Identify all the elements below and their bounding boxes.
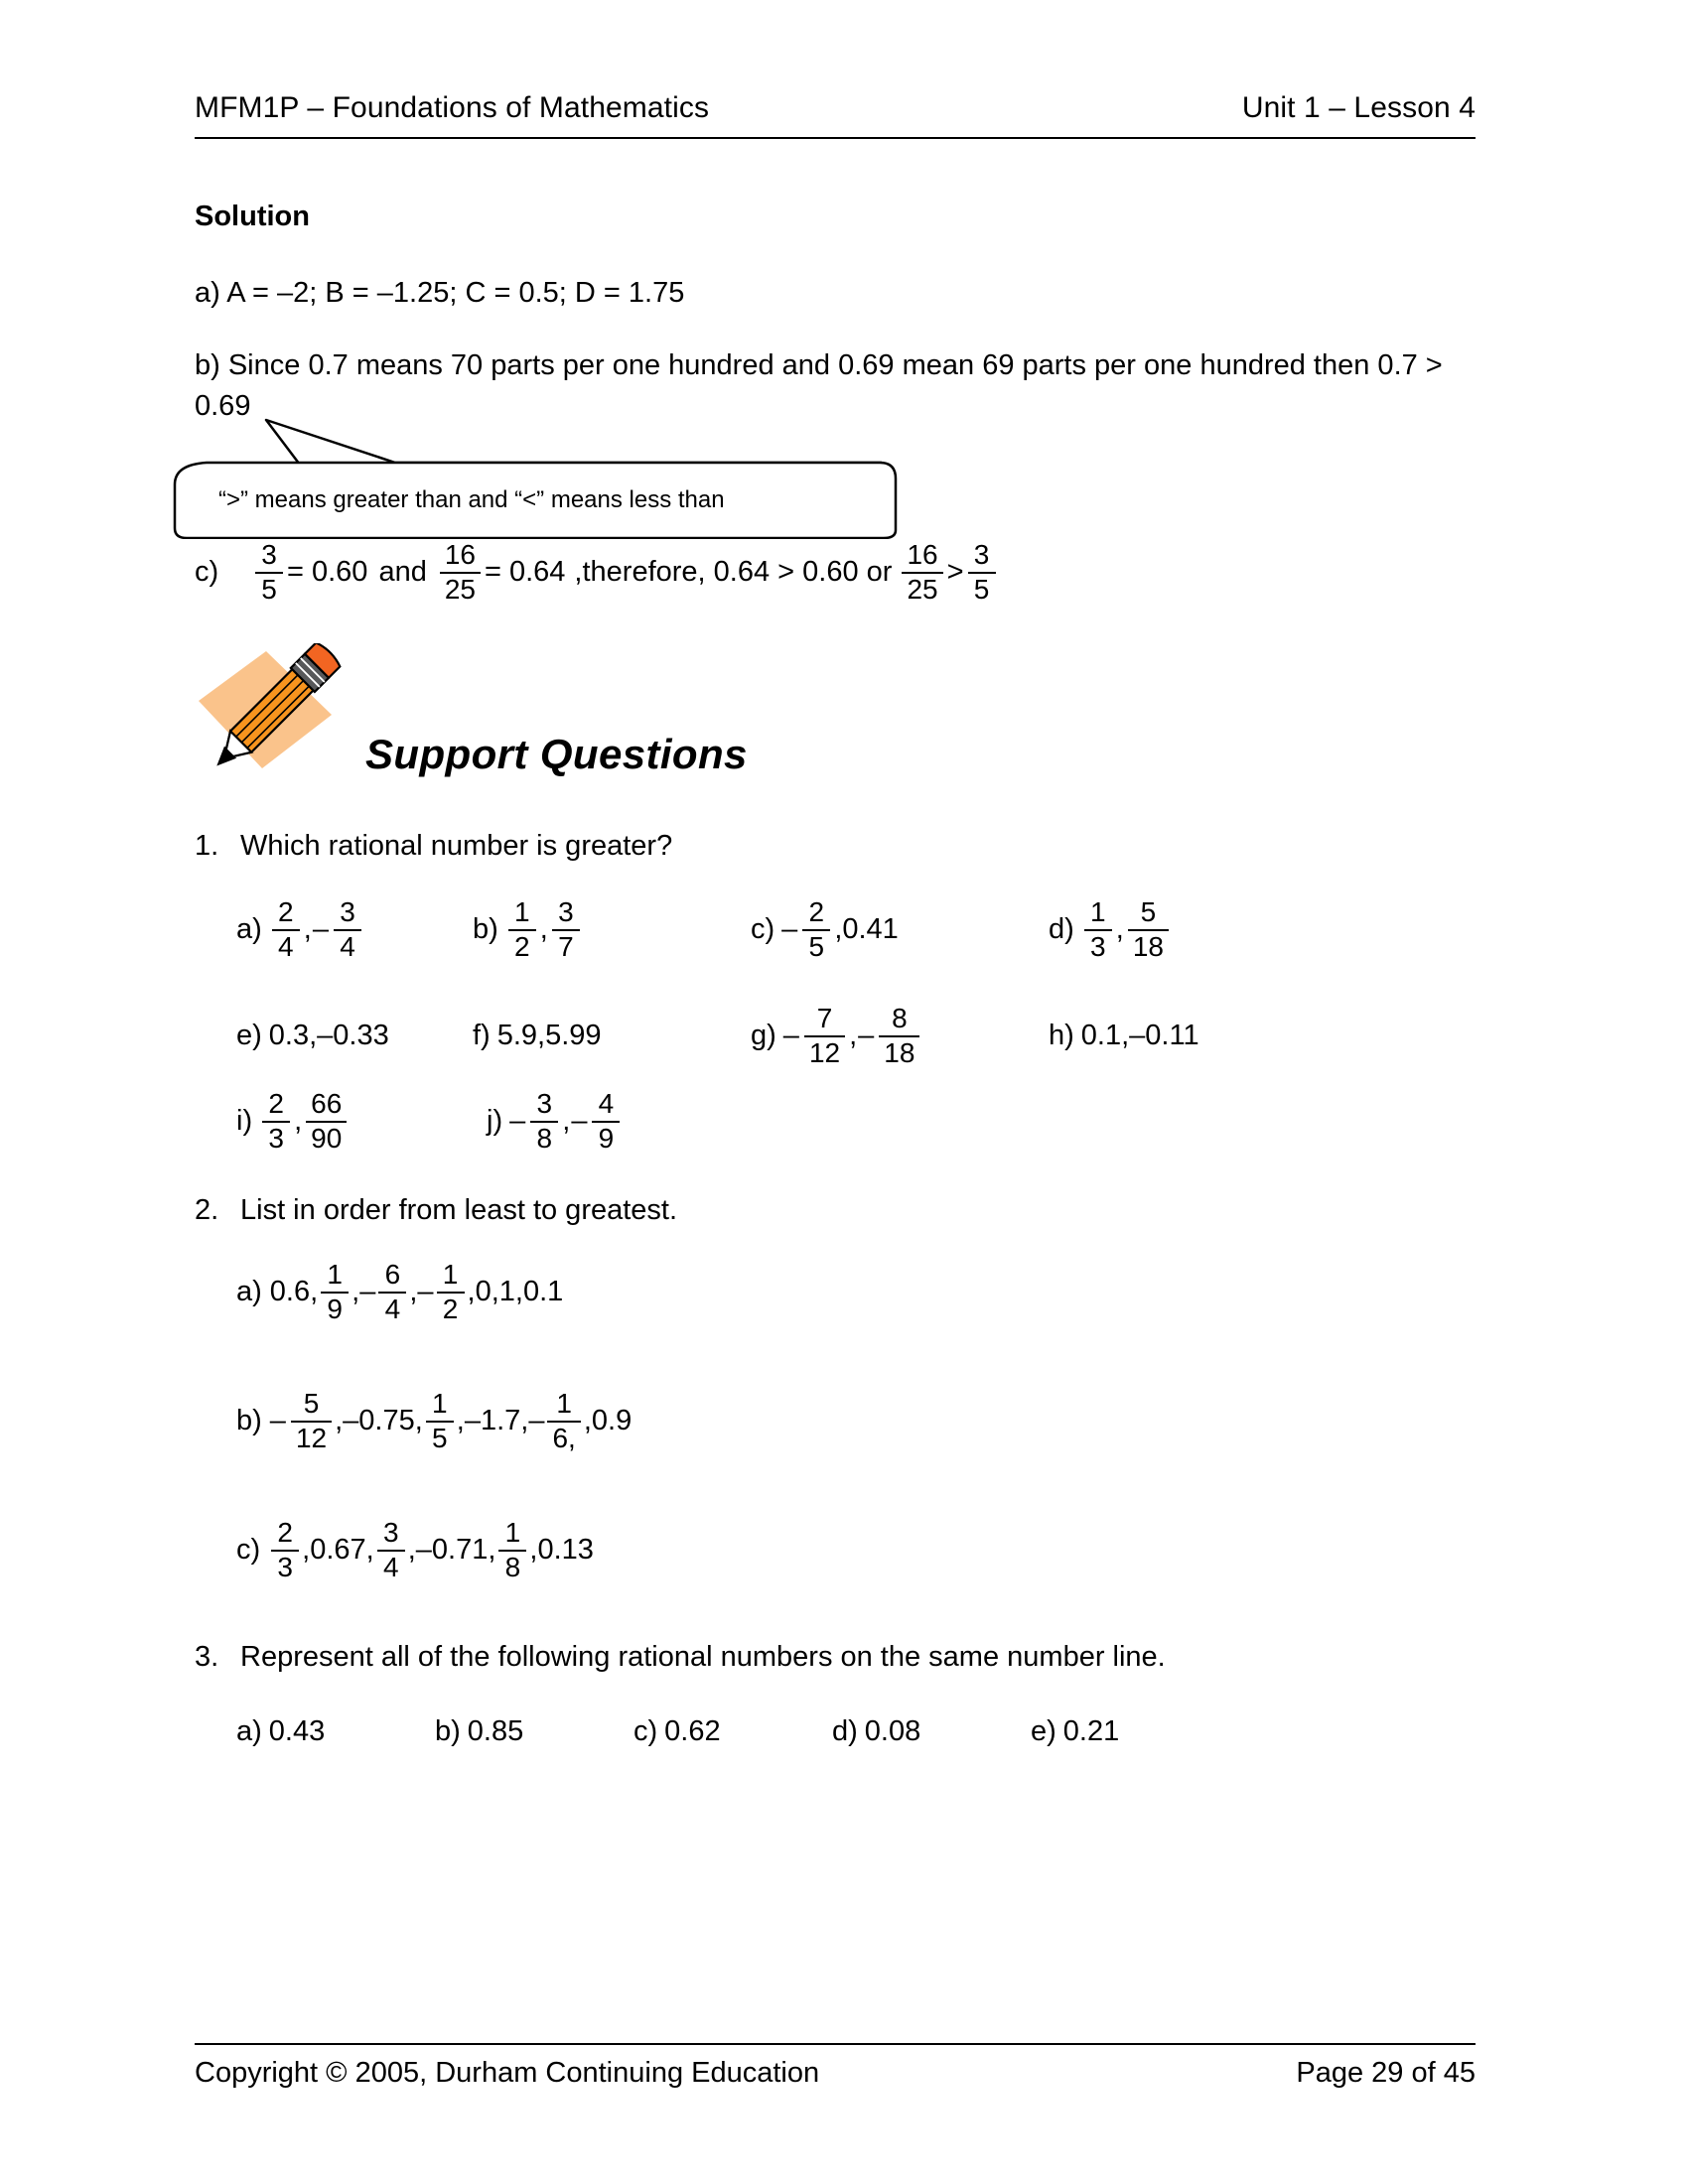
separator: ,– [352,1276,376,1308]
fraction-5-12 [291,1390,332,1452]
fraction-numerator: 1 [1090,896,1106,927]
page-footer [195,2057,1476,2090]
item-label: d) [1049,913,1074,946]
fraction-numerator: 8 [892,1003,908,1033]
q1-item-d [1049,898,1172,961]
q1-item-f [473,1020,751,1052]
question-2-item-b [236,1390,632,1452]
fraction-numerator: 2 [808,896,825,927]
question-2 [195,1194,677,1227]
fraction-3-8 [530,1090,558,1153]
q1-item-b [473,898,751,961]
header-divider [195,137,1476,139]
q1-item-g [751,1005,1049,1067]
item-value: 0.62 [664,1715,721,1747]
fraction-numerator: 2 [268,1088,284,1119]
fraction-denominator: 3 [1090,930,1106,962]
separator: ,– [409,1276,434,1308]
item-label: j) [487,1105,503,1138]
fraction-denominator: 8 [536,1122,553,1154]
item-label: h) [1049,1020,1074,1052]
separator: ,0.67, [302,1534,374,1567]
question-3-options [236,1715,1229,1748]
fraction-numerator: 1 [431,1388,448,1419]
fraction-1-6 [547,1390,580,1452]
item-label: c) [633,1715,658,1747]
fraction-numerator: 4 [598,1088,615,1119]
item-value: 5.9,5.99 [496,1020,602,1052]
question-3 [195,1641,1166,1674]
pencil-and-paper-icon [185,643,344,802]
item-value-tail: ,0.13 [529,1534,594,1567]
question-1-number: 1. [195,830,219,862]
fraction-1-2 [508,898,536,961]
comma-separator: , [1115,913,1124,946]
separator: ,–0.71, [407,1534,496,1567]
question-2-item-c [236,1519,594,1581]
support-questions-title: Support Questions [365,731,748,777]
item-label: g) [751,1020,776,1052]
fraction-denominator: 3 [277,1551,293,1582]
fraction-numerator: 66 [311,1088,343,1119]
solution-part-a: a) A = –2; B = –1.25; C = 0.5; D = 1.75 [195,277,685,309]
item-value: 0.08 [864,1715,921,1747]
fraction-denominator: 9 [598,1122,615,1154]
footer-divider [195,2043,1476,2045]
item-label: b) [236,1405,262,1437]
fraction-denominator: 5 [261,573,277,605]
item-label: b) [473,913,498,946]
question-1 [195,830,672,863]
item-label: a) [236,1276,262,1308]
separator: ,–1.7,– [456,1405,545,1437]
fraction-numerator: 3 [261,539,277,570]
fraction-denominator: 6, [552,1422,576,1453]
q1-item-a [236,898,473,961]
item-value-tail: ,0.9 [583,1405,633,1437]
q1-item-e [236,1020,473,1052]
item-value: 0.43 [268,1715,326,1747]
greater-than-sign: > [946,556,964,589]
fraction-numerator: 1 [442,1259,459,1290]
minus-sign: – [782,1020,799,1052]
fraction-denominator: 5 [808,930,825,962]
fraction-denominator: 4 [382,1551,399,1582]
q3-item-c [633,1715,832,1748]
question-2-number: 2. [195,1194,219,1226]
fraction-denominator: 18 [1132,930,1165,962]
fraction-denominator: 5 [973,573,990,605]
fraction-7-12 [804,1005,845,1067]
fraction-numerator: 1 [504,1517,521,1548]
item-value: 0.85 [467,1715,524,1747]
fraction-denominator: 25 [444,573,476,605]
fraction-denominator: 90 [311,1122,343,1154]
solution-part-c [195,541,999,604]
fraction-1-5 [426,1390,454,1452]
fraction-5-18 [1128,898,1169,961]
comma-separator: , [539,913,548,946]
item-label: a) [236,913,262,946]
fraction-denominator: 9 [327,1293,343,1324]
minus-sign: – [781,913,798,946]
fraction-numerator: 2 [277,1517,293,1548]
minus-sign: – [858,1020,875,1052]
question-2-text: List in order from least to greatest. [240,1194,678,1226]
fraction-3-5-compare [968,541,996,604]
therefore-statement: ,therefore, 0.64 > 0.60 or [574,556,893,589]
fraction-denominator: 4 [384,1293,401,1324]
q1-item-h [1049,1020,1199,1052]
minus-sign: – [509,1105,526,1138]
fraction-numerator: 1 [327,1259,343,1290]
callout-shape [167,415,902,539]
item-label: i) [236,1105,253,1138]
fraction-numerator: 1 [514,896,530,927]
comma-separator: , [562,1105,571,1138]
fraction-2-3 [262,1090,290,1153]
fraction-2-3 [271,1519,299,1581]
minus-sign: – [269,1405,286,1437]
question-3-text: Represent all of the following rational numbers on the same number line. [240,1641,1166,1673]
minus-sign: – [571,1105,588,1138]
header-course-title: MFM1P – Foundations of Mathematics [195,91,710,124]
solution-heading: Solution [195,201,310,232]
fraction-2-5 [802,898,830,961]
fraction-6-4 [378,1261,406,1323]
fraction-denominator: 25 [907,573,938,605]
item-label: e) [1031,1715,1056,1747]
fraction-numerator: 3 [382,1517,399,1548]
fraction-numerator: 1 [556,1388,572,1419]
fraction-1-3 [1084,898,1112,961]
fraction-numerator: 3 [558,896,574,927]
fraction-denominator: 3 [268,1122,284,1154]
fraction-3-5 [255,541,283,604]
fraction-denominator: 4 [278,930,294,962]
solution-part-b: b) Since 0.7 means 70 parts per one hundred and 0.69 mean 69 parts per one hundred then 0.7 > 0.69 [195,349,1443,423]
footer-copyright: Copyright © 2005, Durham Continuing Education [195,2057,820,2089]
question-1-row-1 [236,898,1468,961]
fraction-denominator: 7 [558,930,574,962]
fraction-denominator: 2 [442,1293,459,1324]
comma-separator: , [849,1020,858,1052]
question-1-row-3 [236,1090,931,1153]
fraction-denominator: 8 [504,1551,521,1582]
fraction-2-4 [272,898,300,961]
fraction-denominator: 4 [340,930,355,962]
q3-item-e [1031,1715,1229,1748]
page-header [195,91,1476,125]
conjunction-and: and [378,556,427,589]
q1-item-c [751,898,1049,961]
item-label: c) [236,1534,261,1567]
equals-064: = 0.64 [484,556,566,589]
question-1-row-2 [236,1005,1477,1067]
fraction-denominator: 12 [295,1422,328,1453]
fraction-denominator: 2 [514,930,530,962]
fraction-numerator: 2 [278,896,294,927]
fraction-numerator: 3 [340,896,355,927]
support-questions-banner [185,643,800,802]
q1-item-i [236,1090,487,1153]
fraction-numerator: 3 [536,1088,553,1119]
callout-text: “>” means greater than and “<” means less than [218,486,725,513]
item-value: 0.3,–0.33 [268,1020,389,1052]
q3-item-d [832,1715,1031,1748]
equals-060: = 0.60 [287,556,368,589]
fraction-1-2 [437,1261,465,1323]
item-value: 0.21 [1062,1715,1120,1747]
fraction-denominator: 18 [884,1036,915,1068]
item-label: a) [236,1715,262,1747]
fraction-4-9 [592,1090,620,1153]
fraction-3-7 [552,898,580,961]
fraction-3-4 [377,1519,405,1581]
fraction-numerator: 6 [384,1259,401,1290]
fraction-16-25-compare [902,541,942,604]
item-label: f) [473,1020,491,1052]
fraction-1-8 [498,1519,526,1581]
q3-item-b [435,1715,633,1748]
q1-item-j [487,1090,623,1153]
item-label: d) [832,1715,858,1747]
separator: ,–0.75, [335,1405,423,1437]
minus-sign: – [312,913,329,946]
item-label: c) [751,913,775,946]
fraction-numerator: 3 [973,539,990,570]
footer-page-number: Page 29 of 45 [1296,2057,1476,2089]
fraction-66-90 [306,1090,347,1153]
question-3-number: 3. [195,1641,219,1673]
item-value: 0.1,–0.11 [1080,1020,1199,1052]
comma-separator: , [294,1105,303,1138]
item-value: 0.6, [269,1276,319,1308]
fraction-16-25 [440,541,481,604]
fraction-numerator: 16 [444,539,476,570]
callout-balloon [167,415,902,539]
question-2-item-a [236,1261,563,1323]
fraction-3-4 [334,898,361,961]
fraction-numerator: 5 [1140,896,1157,927]
comma-separator: , [303,913,312,946]
solution-c-label: c) [195,556,219,589]
fraction-8-18 [879,1005,919,1067]
item-value-tail: ,0,1,0.1 [467,1276,564,1308]
q3-item-a [236,1715,435,1748]
fraction-numerator: 16 [907,539,938,570]
fraction-denominator: 12 [808,1036,841,1068]
decimal-value: ,0.41 [834,913,899,946]
item-label: e) [236,1020,262,1052]
fraction-denominator: 5 [431,1422,448,1453]
question-1-text: Which rational number is greater? [240,830,673,862]
header-unit-lesson: Unit 1 – Lesson 4 [1241,91,1476,124]
item-label: b) [435,1715,461,1747]
fraction-1-9 [321,1261,349,1323]
fraction-numerator: 7 [816,1003,833,1033]
fraction-numerator: 5 [303,1388,320,1419]
